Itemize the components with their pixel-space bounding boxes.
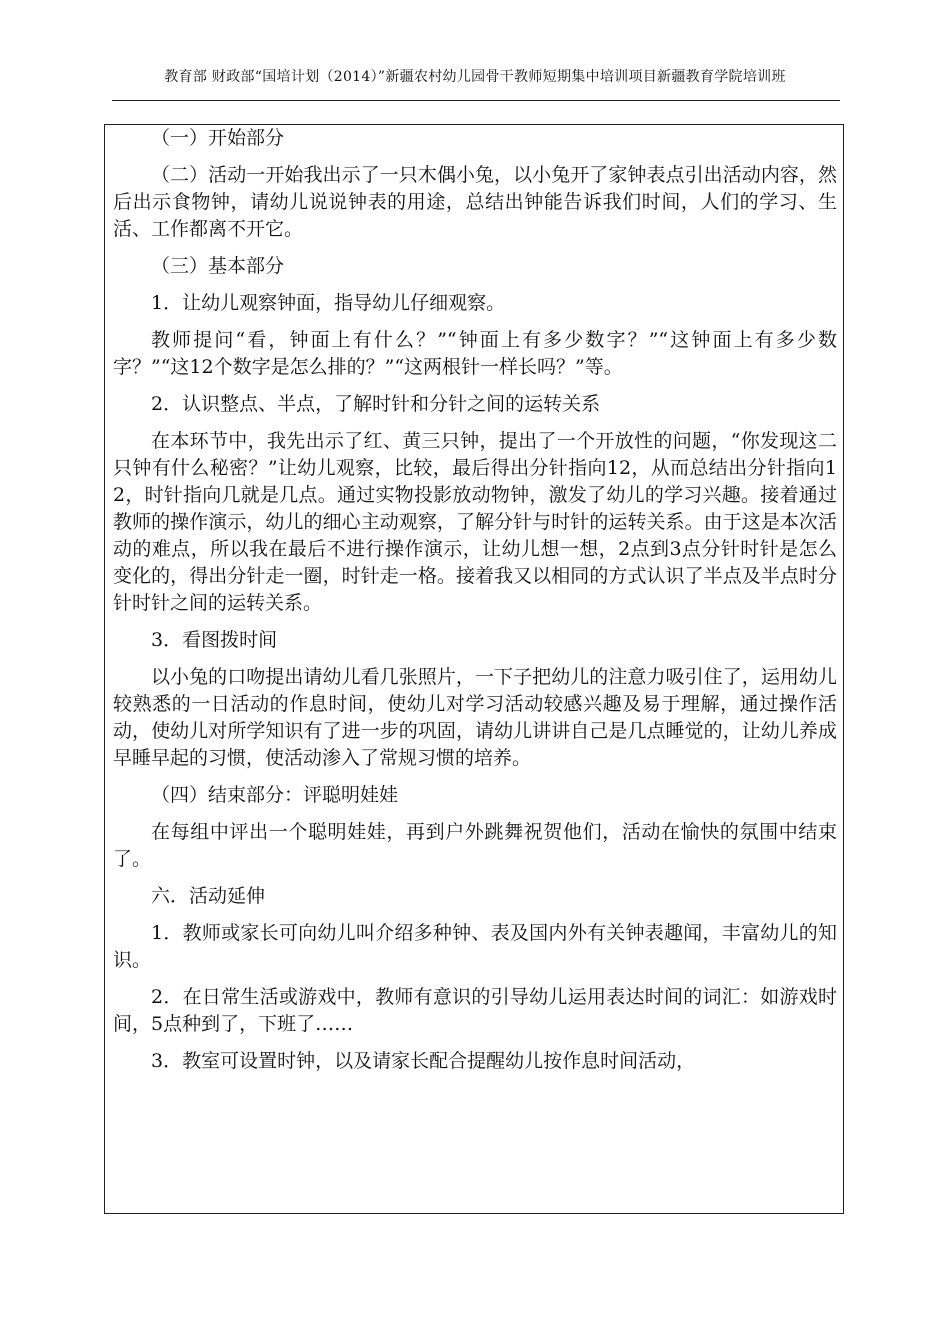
step-heading-1: 1．让幼儿观察钟面，指导幼儿仔细观察。 — [151, 292, 506, 314]
page-header: 教育部 财政部“国培计划（2014）”新疆农村幼儿园骨干教师短期集中培训项目新疆教育学院培训班 — [164, 69, 786, 85]
extension-item-2: 2．在日常生活或游戏中，教师有意识的引导幼儿运用表达时间的词汇：如游戏时间，5点种到了，下班了…… — [113, 986, 837, 1035]
header-rule — [112, 100, 840, 101]
paragraph-ending: 在每组中评出一个聪明娃娃，再到户外跳舞祝贺他们，活动在愉快的氛围中结束了。 — [113, 821, 837, 870]
section-heading-end: （四）结束部分：评聪明娃娃 — [151, 784, 399, 806]
section-heading-start: （一）开始部分 — [151, 127, 285, 149]
paragraph-teacher-questions: 教师提问“看，钟面上有什么？”“钟面上有多少数字？”“这钟面上有多少数字？”“这12个数字是怎么排的？”“这两根针一样长吗？”等。 — [113, 329, 837, 378]
section-heading-extension: 六．活动延伸 — [151, 885, 266, 907]
paragraph-picture-time: 以小兔的口吻提出请幼儿看几张照片，一下子把幼儿的注意力吸引住了，运用幼儿较熟悉的一日活动的作息时间，使幼儿对学习活动较感兴趣及易于理解，通过操作活动，使幼儿对所学知识有了进一步的巩固，请幼儿讲讲自己是几点睡觉的，让幼儿养成早睡早起的习惯，使活动渗入了常规习惯的培养。 — [113, 666, 837, 769]
extension-item-3: 3．教室可设置时钟，以及请家长配合提醒幼儿按作息时间活动， — [151, 1050, 696, 1072]
step-heading-2: 2．认识整点、半点，了解时针和分针之间的运转关系 — [151, 393, 601, 415]
step-heading-3: 3．看图拨时间 — [151, 629, 278, 651]
paragraph-intro: （二）活动一开始我出示了一只木偶小兔，以小兔开了家钟表点引出活动内容，然后出示食物钟，请幼儿说说钟表的用途，总结出钟能告诉我们时间，人们的学习、生活、工作都离不开它。 — [113, 164, 837, 240]
section-heading-basic: （三）基本部分 — [151, 255, 285, 277]
extension-item-1: 1．教师或家长可向幼儿叫介绍多种钟、表及国内外有关钟表趣闻，丰富幼儿的知识。 — [113, 922, 837, 971]
content-body — [113, 125, 837, 1075]
content-table-cell — [104, 124, 844, 1214]
paragraph-hour-half-hour: 在本环节中，我先出示了红、黄三只钟，提出了一个开放性的问题，“你发现这二只钟有什么秘密？”让幼儿观察，比较，最后得出分针指向12，从而总结出分针指向12，时针指向几就是几点。通过实物投影放动物钟，激发了幼儿的学习兴趣。接着通过教师的操作演示，幼儿的细心主动观察，了解分针与时针的运转关系。由于这是本次活动的难点，所以我在最后不进行操作演示，让幼儿想一想，2点到3点分针时针是怎么变化的，得出分针走一圈，时针走一格。接着我又以相同的方式认识了半点及半点时分针时针之间的运转关系。 — [113, 430, 837, 614]
